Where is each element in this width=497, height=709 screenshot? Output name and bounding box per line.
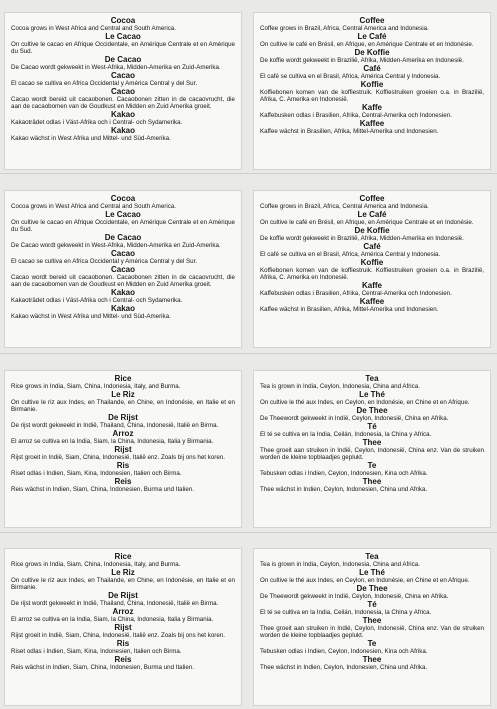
entry-heading: Café (363, 64, 381, 73)
entry-text: Reis wächst in Indien, Siam, China, Indonesien, Burma und Italien. (11, 486, 194, 493)
entry-text: El café se cultiva en el Brasil, Africa, América Central y Indonesia. (260, 251, 441, 258)
entry-text: Kakaoträdet odlas i Väst-Afrika och i Central- och Sydamerika. (11, 297, 183, 304)
entry-text: On cultive le thé aux Indes, en Ceylon, en Indonésie, en Chine et en Afrique. (260, 399, 470, 406)
entry-text: Kaffee wächst in Brasilien, Afrika, Mittel-Amerika und Indonesien. (260, 306, 439, 313)
entry-text: Thee wächst in Indien, Ceylon, Indonesien, China und Afrika. (260, 486, 428, 493)
entry-text: On cultive le thé aux Indes, en Ceylon, en Indonésie, en Chine et en Afrique. (260, 577, 470, 584)
entry-dutch (11, 414, 235, 429)
entry-german (260, 478, 484, 493)
entry-text: Rijst groeit in Indië, Siam, China, Indonesië, Italië enz. Zoals bij ons het koren. (11, 632, 225, 639)
entry-swedish (260, 640, 484, 655)
entry-heading: Tea (365, 552, 379, 561)
entry-heading: Tea (365, 374, 379, 383)
entry-french (260, 33, 484, 48)
entry-english (11, 17, 235, 32)
entry-dutch-detail (260, 259, 484, 281)
entry-heading: Te (367, 461, 377, 470)
entry-text: Thee wächst in Indien, Ceylon, Indonesien, China und Afrika. (260, 664, 428, 671)
entry-heading: Kaffee (359, 297, 385, 306)
entry-heading: De Koffie (354, 48, 390, 57)
entry-text: Cocoa grows in West Africa and Central and South America. (11, 203, 176, 210)
entry-text: Koffiebonen komen van de koffiestruik. Koffiestruiken groeien o.a. in Brazilië, Afrika, C. Amerika en Indonesië. (260, 267, 484, 281)
entry-text: El arroz se cultiva en la India, Siam, la China, Indonesia, Italia y Birmania. (11, 616, 214, 623)
entry-text: Thee groeit aan struiken in Indië, Ceylon, Indonesië, China enz. Van de struiken worden de kleine topblaadjes geplukt. (260, 447, 484, 461)
entry-swedish (11, 640, 235, 655)
entry-german (11, 305, 235, 320)
entry-heading: Arroz (112, 429, 134, 438)
entry-text: Cacao wordt bereid uit cacaobonen. Cacaobonen zitten in de cacaovrucht, die aan de cacaobomen van de Goudkust en Midden en Zuid Amerika groeit. (11, 274, 235, 288)
entry-swedish (11, 462, 235, 477)
entry-heading: Le Café (357, 32, 387, 41)
entry-french (11, 211, 235, 233)
entry-english (11, 553, 235, 568)
entry-heading: Le Cacao (105, 32, 141, 41)
entry-english (260, 553, 484, 568)
entry-spanish (260, 601, 484, 616)
entry-dutch (11, 56, 235, 71)
entry-heading: Koffie (360, 80, 384, 89)
rice-card (4, 548, 242, 706)
entry-text: On cultive le riz aux Indes, en Thailande, en Chine, en Indonésie, en Italie et en Birmanie. (11, 399, 235, 413)
entry-dutch-detail (260, 81, 484, 103)
entry-text: Kakao wächst in West Afrika und Mittel- und Süd-Amerika. (11, 313, 171, 320)
entry-german (11, 127, 235, 142)
entry-heading: Café (363, 242, 381, 251)
entry-heading: Kakao (110, 304, 135, 313)
entry-german (11, 478, 235, 493)
entry-spanish (11, 430, 235, 445)
entry-text: El arroz se cultiva en la India, Siam, la China, Indonesia, Italia y Birmania. (11, 438, 214, 445)
entry-heading: Rice (114, 374, 132, 383)
entry-french (260, 569, 484, 584)
entry-heading: De Koffie (354, 226, 390, 235)
entry-english (260, 195, 484, 210)
entry-heading: Le Riz (111, 390, 135, 399)
entry-text: Tea is grown in India, Ceylon, Indonesia, China and Africa. (260, 561, 420, 568)
entry-heading: Kakao (110, 126, 135, 135)
entry-text: De koffie wordt gekweekt in Brazilië, Afrika, Midden-Amerika en Indonesië. (260, 235, 464, 242)
entry-text: Kakaoträdet odlas i Väst-Afrika och i Central- och Sydamerika. (11, 119, 183, 126)
entry-english (260, 375, 484, 390)
entry-heading: De Cacao (104, 55, 142, 64)
entry-dutch-detail (11, 624, 235, 639)
entry-heading: Koffie (360, 258, 384, 267)
entry-text: Riset odlas i Indien, Siam, Kina, Indonesien, Italien och Birma. (11, 648, 182, 655)
entry-text: Tebusken odlas i Indien, Ceylon, Indonesien, Kina och Afrika. (260, 648, 428, 655)
entry-text: De koffie wordt gekweekt in Brazilië, Afrika, Midden-Amerika en Indonesië. (260, 57, 464, 64)
entry-german (260, 120, 484, 135)
entry-heading: De Rijst (108, 591, 138, 600)
entry-text: On cultive le cacao en Afrique Occidentale, en Amérique Centrale et en Amérique du Sud. (11, 219, 235, 233)
entry-heading: Arroz (112, 607, 134, 616)
entry-text: Thee groeit aan struiken in Indië, Ceylon, Indonesië, China enz. Van de struiken worden de kleine topblaadjes geplukt. (260, 625, 484, 639)
tea-card (253, 370, 491, 528)
entry-text: Kaffee wächst in Brasilien, Afrika, Mittel-Amerika und Indonesien. (260, 128, 439, 135)
entry-text: Cacao wordt bereid uit cacaobonen. Cacaobonen zitten in de cacaovrucht, die aan de cacaobomen van de Goudkust en Midden en Zuid Amerika groeit. (11, 96, 235, 110)
entry-text: Rijst groeit in Indië, Siam, China, Indonesië, Italië enz. Zoals bij ons het koren. (11, 454, 225, 461)
entry-text: On cultive le café en Brésil, en Afrique, en Amérique Centrale et en Indonésie. (260, 219, 474, 226)
entry-text: De Cacao wordt gekweekt in West-Afrika, Midden-Amerika en Zuid-Amerika. (11, 242, 221, 249)
entry-text: El té se cultiva en la India, Ceilán, Indonesia, la China y Africa. (260, 431, 432, 438)
entry-heading: Le Thé (359, 568, 385, 577)
entry-heading: Le Riz (111, 568, 135, 577)
entry-french (11, 33, 235, 55)
entry-heading: Reis (114, 477, 132, 486)
entry-heading: Kakao (110, 110, 135, 119)
entry-german (260, 656, 484, 671)
entry-heading: Thee (362, 655, 382, 664)
entry-text: El café se cultiva en el Brasil, Africa, América Central y Indonesia. (260, 73, 441, 80)
entry-english (11, 195, 235, 210)
fold-line (0, 532, 497, 533)
entry-swedish (11, 289, 235, 304)
rice-card (4, 370, 242, 528)
entry-heading: Le Café (357, 210, 387, 219)
entry-text: Rice grows in India, Siam, China, Indonesia, Italy, and Burma. (11, 383, 181, 390)
entry-swedish (260, 462, 484, 477)
entry-heading: Te (367, 639, 377, 648)
entry-text: Kaffebusken odlas i Brasilien, Afrika, Central-Amerika och Indonesien. (260, 290, 452, 297)
entry-heading: Rijst (114, 445, 132, 454)
entry-heading: Cacao (110, 87, 135, 96)
entry-text: De Theewordt gekweekt in Indië, Ceylon, Indonesië, China en Afrika. (260, 415, 449, 422)
entry-heading: Cocoa (110, 16, 136, 25)
entry-heading: Coffee (359, 16, 385, 25)
entry-text: De rijst wordt gekweekt in Indië, Thailand, China, Indonesië, Italië en Birma. (11, 422, 219, 429)
entry-swedish (11, 111, 235, 126)
fold-line (0, 173, 497, 174)
entry-heading: Rice (114, 552, 132, 561)
entry-french (11, 569, 235, 591)
entry-heading: Cacao (110, 249, 135, 258)
entry-french (260, 391, 484, 406)
entry-heading: Ris (116, 461, 130, 470)
entry-heading: Coffee (359, 194, 385, 203)
entry-heading: Thee (362, 616, 382, 625)
entry-text: El cacao se cultiva en Africa Occidental y América Central y del Sur. (11, 80, 198, 87)
entry-heading: De Rijst (108, 413, 138, 422)
cocoa-card (4, 190, 242, 348)
entry-spanish (11, 608, 235, 623)
entry-text: Tebusken odlas i Indien, Ceylon, Indonesien, Kina och Afrika. (260, 470, 428, 477)
entry-heading: Le Cacao (105, 210, 141, 219)
entry-french (260, 211, 484, 226)
entry-dutch (260, 407, 484, 422)
entry-dutch-detail (11, 88, 235, 110)
entry-dutch-detail (260, 439, 484, 461)
entry-heading: Kaffe (361, 281, 382, 290)
entry-heading: Té (367, 422, 377, 431)
entry-dutch (260, 227, 484, 242)
entry-text: El cacao se cultiva en Africa Occidental y América Central y del Sur. (11, 258, 198, 265)
entry-text: El té se cultiva en la India, Ceilán, Indonesia, la China y Africa. (260, 609, 432, 616)
entry-heading: Rijst (114, 623, 132, 632)
entry-spanish (11, 250, 235, 265)
entry-swedish (260, 282, 484, 297)
entry-heading: Thee (362, 477, 382, 486)
entry-heading: Cocoa (110, 194, 136, 203)
entry-text: Riset odlas i Indien, Siam, Kina, Indonesien, Italien och Birma. (11, 470, 182, 477)
entry-text: Tea is grown in India, Ceylon, Indonesia, China and Africa. (260, 383, 420, 390)
entry-french (11, 391, 235, 413)
entry-english (260, 17, 484, 32)
entry-dutch-detail (11, 266, 235, 288)
entry-heading: Cacao (110, 265, 135, 274)
entry-text: De Theewordt gekweekt in Indië, Ceylon, Indonesië, China en Afrika. (260, 593, 449, 600)
entry-heading: Ris (116, 639, 130, 648)
entry-text: Cocoa grows in West Africa and Central and South America. (11, 25, 176, 32)
entry-spanish (260, 65, 484, 80)
entry-dutch-detail (11, 446, 235, 461)
coffee-card (253, 12, 491, 170)
entry-swedish (260, 104, 484, 119)
entry-heading: De Thee (356, 584, 388, 593)
tea-card (253, 548, 491, 706)
entry-heading: Reis (114, 655, 132, 664)
entry-text: Kakao wächst in West Afrika und Mittel- und Süd-Amerika. (11, 135, 171, 142)
entry-heading: De Thee (356, 406, 388, 415)
entry-text: Coffee grows in Brazil, Africa, Central America and Indonesia. (260, 203, 429, 210)
entry-spanish (11, 72, 235, 87)
entry-text: Reis wächst in Indien, Siam, China, Indonesien, Burma und Italien. (11, 664, 194, 671)
entry-spanish (260, 243, 484, 258)
entry-dutch (260, 49, 484, 64)
entry-heading: Té (367, 600, 377, 609)
entry-heading: Thee (362, 438, 382, 447)
cocoa-card (4, 12, 242, 170)
entry-text: On cultive le café en Brésil, en Afrique, en Amérique Centrale et en Indonésie. (260, 41, 474, 48)
entry-text: Coffee grows in Brazil, Africa, Central America and Indonesia. (260, 25, 429, 32)
entry-heading: Kaffe (361, 103, 382, 112)
entry-heading: Kaffee (359, 119, 385, 128)
entry-heading: Kakao (110, 288, 135, 297)
entry-text: Kaffebusken odlas i Brasilien, Afrika, Central-Amerika och Indonesien. (260, 112, 452, 119)
entry-text: On cultive le cacao en Afrique Occidentale, en Amérique Centrale et en Amérique du Sud. (11, 41, 235, 55)
entry-text: Rice grows in India, Siam, China, Indonesia, Italy, and Burma. (11, 561, 181, 568)
entry-german (11, 656, 235, 671)
coffee-card (253, 190, 491, 348)
entry-heading: Le Thé (359, 390, 385, 399)
entry-german (260, 298, 484, 313)
entry-text: De rijst wordt gekweekt in Indië, Thailand, China, Indonesië, Italië en Birma. (11, 600, 219, 607)
entry-text: On cultive le riz aux Indes, en Thailande, en Chine, en Indonésie, en Italie et en Birmanie. (11, 577, 235, 591)
entry-heading: Cacao (110, 71, 135, 80)
fold-line (0, 353, 497, 354)
entry-dutch-detail (260, 617, 484, 639)
entry-text: Koffiebonen komen van de koffiestruik. Koffiestruiken groeien o.a. in Brazilië, Afrika, C. Amerika en Indonesië. (260, 89, 484, 103)
entry-text: De Cacao wordt gekweekt in West-Afrika, Midden-Amerika en Zuid-Amerika. (11, 64, 221, 71)
entry-heading: De Cacao (104, 233, 142, 242)
entry-dutch (11, 592, 235, 607)
entry-spanish (260, 423, 484, 438)
entry-english (11, 375, 235, 390)
entry-dutch (260, 585, 484, 600)
entry-dutch (11, 234, 235, 249)
